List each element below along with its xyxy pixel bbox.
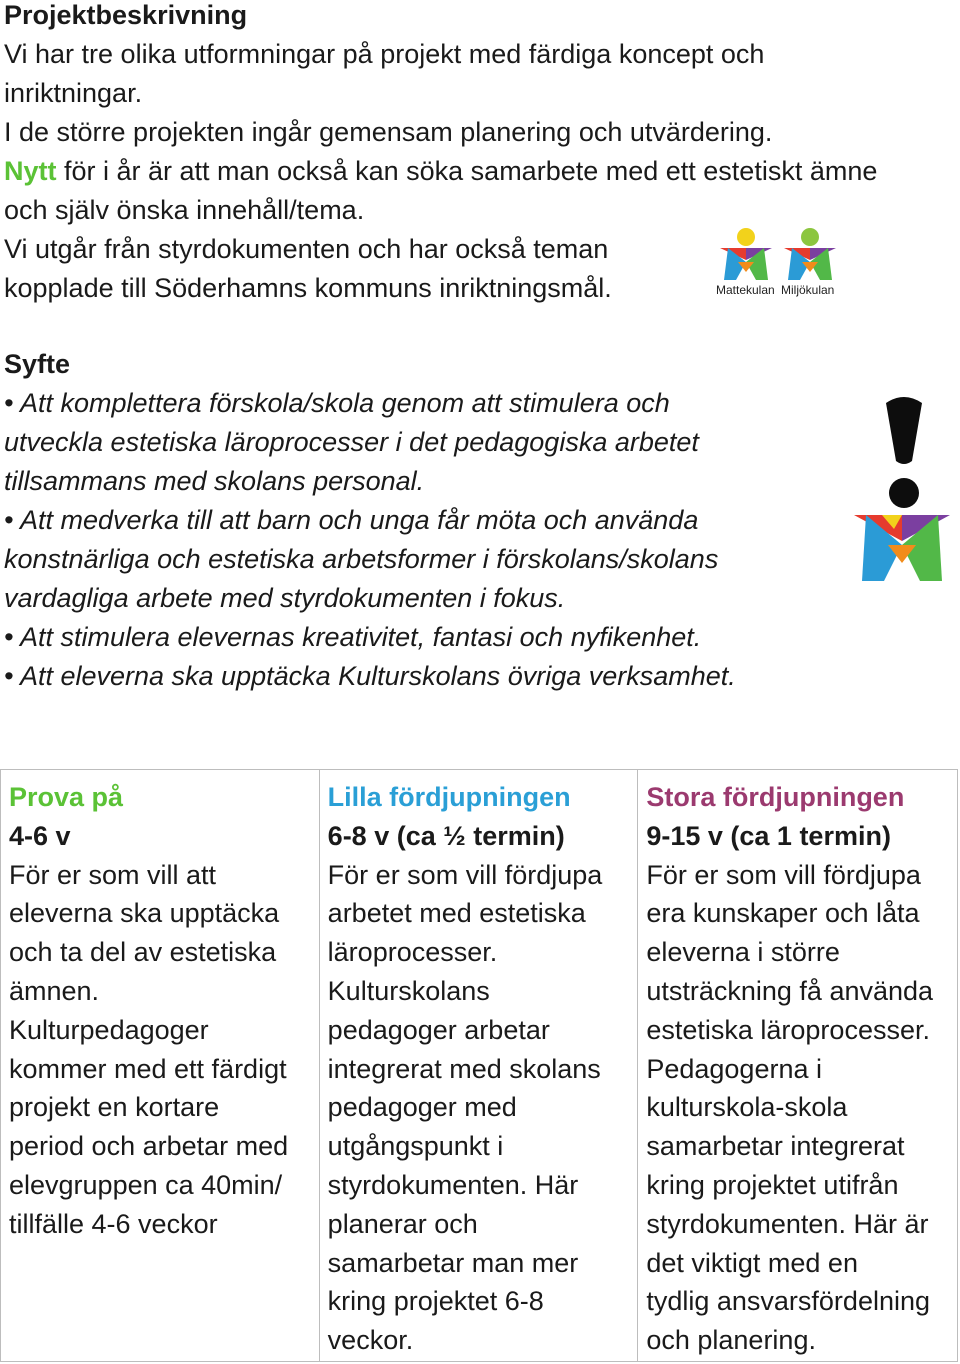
column-duration: 6-8 v (ca ½ termin): [327, 820, 565, 851]
syfte-line: • Att medverka till att barn och unga får möta och använda: [4, 505, 699, 535]
column-text-line: det viktigt med en: [646, 1247, 858, 1278]
column-text-line: styrdokumenten. Här är: [646, 1208, 929, 1239]
column-text-line: kring projektet 6-8: [327, 1286, 544, 1317]
column-text-line: projekt en kortare: [9, 1092, 220, 1123]
syfte-line: vardagliga arbete med styrdokumenten i fokus.: [4, 583, 566, 613]
column-title: Prova på: [9, 782, 124, 812]
syfte-line: • Att stimulera elevernas kreativitet, fantasi och nyfikenhet.: [4, 622, 702, 652]
column-text-line: och planering.: [646, 1325, 816, 1356]
section-heading-syfte: Syfte: [4, 349, 71, 379]
syfte-line: konstnärliga och estetiska arbetsformer i förskolans/skolans: [4, 544, 719, 574]
syfte-line: • Att eleverna ska upptäcka Kulturskolans övriga verksamhet.: [4, 661, 736, 691]
column-text-line: kulturskola-skola: [646, 1092, 848, 1123]
column-text-line: utgångspunkt i: [327, 1131, 504, 1162]
miljokulan-figure-icon: [782, 226, 838, 282]
column-text-line: Kulturskolans: [327, 975, 490, 1006]
column-text-line: För er som vill fördjupa: [327, 859, 603, 890]
column-text-line: tillfälle 4-6 veckor: [9, 1208, 218, 1239]
column-lilla-fordjupningen: [320, 770, 639, 1361]
intro-line: Vi har tre olika utformningar på projekt med färdiga koncept och: [4, 39, 765, 69]
intro-line: inriktningar.: [4, 78, 143, 108]
column-text-line: eleverna i större: [646, 937, 840, 968]
column-prova-pa: [1, 770, 320, 1361]
column-text-line: och ta del av estetiska: [9, 937, 277, 968]
column-text-line: tydlig ansvarsfördelning: [646, 1286, 931, 1317]
intro-line: Vi utgår från styrdokumenten och har också teman: [4, 234, 609, 264]
column-text-line: arbetet med estetiska: [327, 898, 586, 929]
column-text-line: estetiska läroprocesser.: [646, 1014, 930, 1045]
column-text-line: ämnen.: [9, 975, 100, 1006]
miljokulan-label: Miljökulan: [781, 283, 835, 297]
column-duration: 9-15 v (ca 1 termin): [646, 820, 891, 851]
column-text-line: Kulturpedagoger: [9, 1014, 209, 1045]
column-text-line: elevgruppen ca 40min/: [9, 1169, 283, 1200]
column-text-line: För er som vill fördjupa: [646, 859, 921, 890]
new-highlight: Nytt: [4, 156, 57, 186]
project-types-table: [0, 769, 958, 1362]
column-text-line: pedagoger arbetar: [327, 1014, 550, 1045]
column-text-line: utsträckning få använda: [646, 975, 934, 1006]
syfte-line: • Att komplettera förskola/skola genom att stimulera och: [4, 388, 670, 418]
syfte-line: tillsammans med skolans personal.: [4, 466, 425, 496]
column-text-line: kommer med ett färdigt: [9, 1053, 287, 1084]
mattekulan-figure-icon: [718, 226, 774, 282]
column-text-line: veckor.: [327, 1325, 414, 1356]
column-text-line: samarbetar man mer: [327, 1247, 579, 1278]
column-text-line: styrdokumenten. Här: [327, 1169, 579, 1200]
column-text-line: period och arbetar med: [9, 1131, 289, 1162]
mattekulan-label: Mattekulan: [716, 283, 775, 297]
column-duration: 4-6 v: [9, 820, 71, 851]
exclamation-figure-icon: [852, 395, 952, 585]
column-text-line: samarbetar integrerat: [646, 1131, 905, 1162]
syfte-line: utveckla estetiska läroprocesser i det pedagogiska arbetet: [4, 427, 699, 457]
column-title: Stora fördjupningen: [646, 782, 905, 812]
column-text-line: pedagoger med: [327, 1092, 517, 1123]
intro-line: Nytt för i år är att man också kan söka samarbete med ett estetiskt ämne: [4, 156, 878, 186]
intro-line: och själv önska innehåll/tema.: [4, 195, 365, 225]
intro-line: I de större projekten ingår gemensam planering och utvärdering.: [4, 117, 773, 147]
column-title: Lilla fördjupningen: [327, 782, 571, 812]
column-text-line: integrerat med skolans: [327, 1053, 601, 1084]
column-text-line: För er som vill att: [9, 859, 217, 890]
column-text-line: läroprocesser.: [327, 937, 498, 968]
column-text-line: kring projektet utifrån: [646, 1169, 899, 1200]
column-text-line: eleverna ska upptäcka: [9, 898, 280, 929]
column-text-line: planerar och: [327, 1208, 478, 1239]
intro-line: kopplade till Söderhamns kommuns inriktningsmål.: [4, 273, 612, 303]
column-stora-fordjupningen: [638, 770, 957, 1361]
page-title: Projektbeskrivning: [4, 0, 248, 30]
column-text-line: Pedagogerna i: [646, 1053, 822, 1084]
column-text-line: era kunskaper och låta: [646, 898, 920, 929]
